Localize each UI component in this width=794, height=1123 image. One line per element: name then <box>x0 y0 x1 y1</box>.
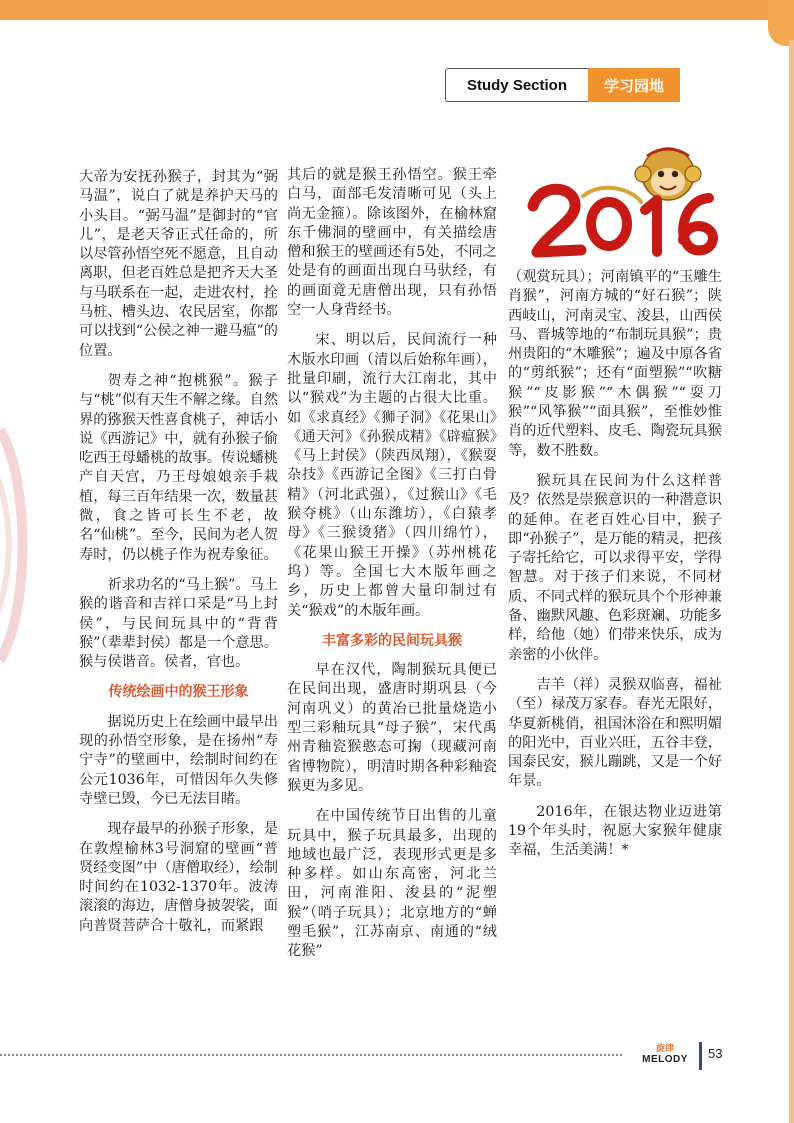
melody-watermark <box>0 420 40 670</box>
paragraph: 宋、明以后，民间流行一种木版水印画（清以后始称年画），批量印刷，流行大江南北，其中以“猴戏”为主题的占很大比重。如《求真经》《狮子洞》《花果山》《通天河》《孙猴成精》《辟瘟猴》《马上封侯》（陕西凤翔），《猴耍杂技》《西游记全图》《三打白骨精》（河北武强），《过猴山》《毛猴夺桃》（山东潍坊），《白猿孝母》《三猴烫猪》（四川绵竹），《花果山猴王开操》（苏州桃花坞）等。全国七大木版年画之乡，历史上都曾大量印制过有关“猴戏”的木版年画。 <box>287 332 497 619</box>
top-banner-bar <box>0 0 794 20</box>
section-heading: 传统绘画中的猴王形象 <box>108 684 249 701</box>
right-edge-strip <box>786 40 794 1123</box>
paragraph: 吉羊（祥）灵猴双临喜，福祉（至）禄茂万家春。春光无限好，华夏新桃俏，祖国沐浴在和熙明媚的阳光中，百业兴旺，五谷丰登，国泰民安，猴儿蹦跳，又是一个好年景。 <box>508 676 722 790</box>
paragraph: 猴玩具在民间为什么这样普及？依然是崇猴意识的一种潜意识的延伸。在老百姓心目中，猴子即“孙猴子”，是万能的精灵，把孩子寄托给它，可以求得平安，学得智慧。对于孩子们来说，不同材质、不同式样的猴玩具个个形神兼备、幽默风趣、色彩斑斓、功能多样，给他（她）们带来快乐，成为亲密的小伙伴。 <box>508 472 722 663</box>
section-header <box>445 68 680 102</box>
paragraph: 贺寿之神“抱桃猴”。猴子与“桃”似有天生不解之缘。自然界的猕猴天性喜食桃子，神话小说《西游记》中，就有孙猴子偷吃西王母蟠桃的故事。传说蟠桃产自天宫，乃王母娘娘亲手栽植，每三百年结果一次，数量甚微，食之皆可长生不老，故名“仙桃”。至今，民间为老人贺寿时，仍以桃子作为祝寿象征。 <box>79 372 278 563</box>
text-column-1 <box>79 168 278 947</box>
section-heading: 丰富多彩的民间玩具猴 <box>322 632 462 649</box>
paragraph: 早在汉代，陶制猴玩具便已在民间出现，盛唐时期巩县（今河南巩义）的黄冶已批量烧造小型三彩釉玩具“母子猴”，宋代禹州青釉瓷猴憨态可掬（现藏河南省博物院），明清时期各种彩釉瓷猴更为多见。 <box>287 662 497 794</box>
footer-brand <box>634 1043 696 1065</box>
paragraph: 大帝为安抚孙猴子，封其为“弼马温”，说白了就是养护天马的小头目。“弼马温”是御封的“官儿”，是老天爷正式任命的，所以尽管孙悟空死不愿意，且自动离职，但老百姓总是把齐天大圣与马联系在一起，走进农村，拴马桩、槽头边、农民居室，你都可以找到“公侯之神一避马瘟”的位置。 <box>79 169 278 359</box>
paragraph: 据说历史上在绘画中最早出现的孙悟空形象，是在扬州“寿宁寺”的壁画中，绘制时间约在公元1036年，可惜因年久失修寺壁已毁，今已无法目睹。 <box>79 713 278 807</box>
brand-name-zh: 旋律 <box>655 1043 674 1053</box>
year-2016-monkey-logo <box>523 140 729 266</box>
paragraph: 祈求功名的“马上猴”。马上猴的谐音和吉祥口采是“马上封侯”，与民间玩具中的“背背猴”（辈辈封侯）都是一个意思。猴与侯谐音。侯者，官也。 <box>79 576 278 671</box>
text-column-2 <box>287 166 497 973</box>
paragraph: 现存最早的孙猴子形象，是在敦煌榆林3号洞窟的壁画“普贤经变图”中（唐僧取经），绘制时间约在1032-1370年。波涛滚滚的海边，唐僧身披袈裟，面向普贤菩萨合十敬礼，而紧跟 <box>79 821 278 934</box>
section-title-en: Study Section <box>445 68 588 102</box>
footer-separator <box>699 1042 702 1070</box>
paragraph: 其后的就是猴王孙悟空。猴王牵白马，面部毛发清晰可见（头上尚无金箍）。除该图外，在榆林窟东千佛洞的壁画中，有关描绘唐僧和猴王的壁画还有5处，不同之处是有的画面出现白马驮经，有的画面竟无唐僧出现，只有孙悟空一人身背经书。 <box>287 167 497 319</box>
footer-dotted-rule <box>0 1054 622 1056</box>
text-column-3 <box>508 268 722 872</box>
paragraph: 在中国传统节日出售的儿童玩具中，猴子玩具最多，出现的地域也最广泛，表现形式更是多种多样。如山东高密，河北兰田，河南淮阳、浚县的“泥塑猴”（哨子玩具）；北京地方的“蝉塑毛猴”，江苏南京、南通的“绒花猴” <box>287 808 497 960</box>
monkey-head-icon <box>635 148 701 200</box>
section-title-zh: 学习园地 <box>588 68 680 102</box>
page-number: 53 <box>708 1046 723 1061</box>
brand-name-en: MELODY <box>642 1054 688 1065</box>
paragraph: 2016年，在银达物业迈进第19个年头时，祝愿大家猴年健康幸福，生活美满！* <box>508 803 722 859</box>
paragraph: （观赏玩具）；河南镇平的“玉雕生肖猴”，河南方城的“好石猴”；陕西岐山，河南灵宝、浚县，山西侯马、晋城等地的“布制玩具猴”；贵州贵阳的“木雕猴”；遍及中原各省的“剪纸猴”；还有“面塑猴”“吹糖猴”“皮影猴”“木偶猴”“耍刀猴”“风筝猴”“面具猴”，至惟妙惟肖的近代塑料、皮毛、陶瓷玩具猴等，数不胜数。 <box>508 269 722 459</box>
